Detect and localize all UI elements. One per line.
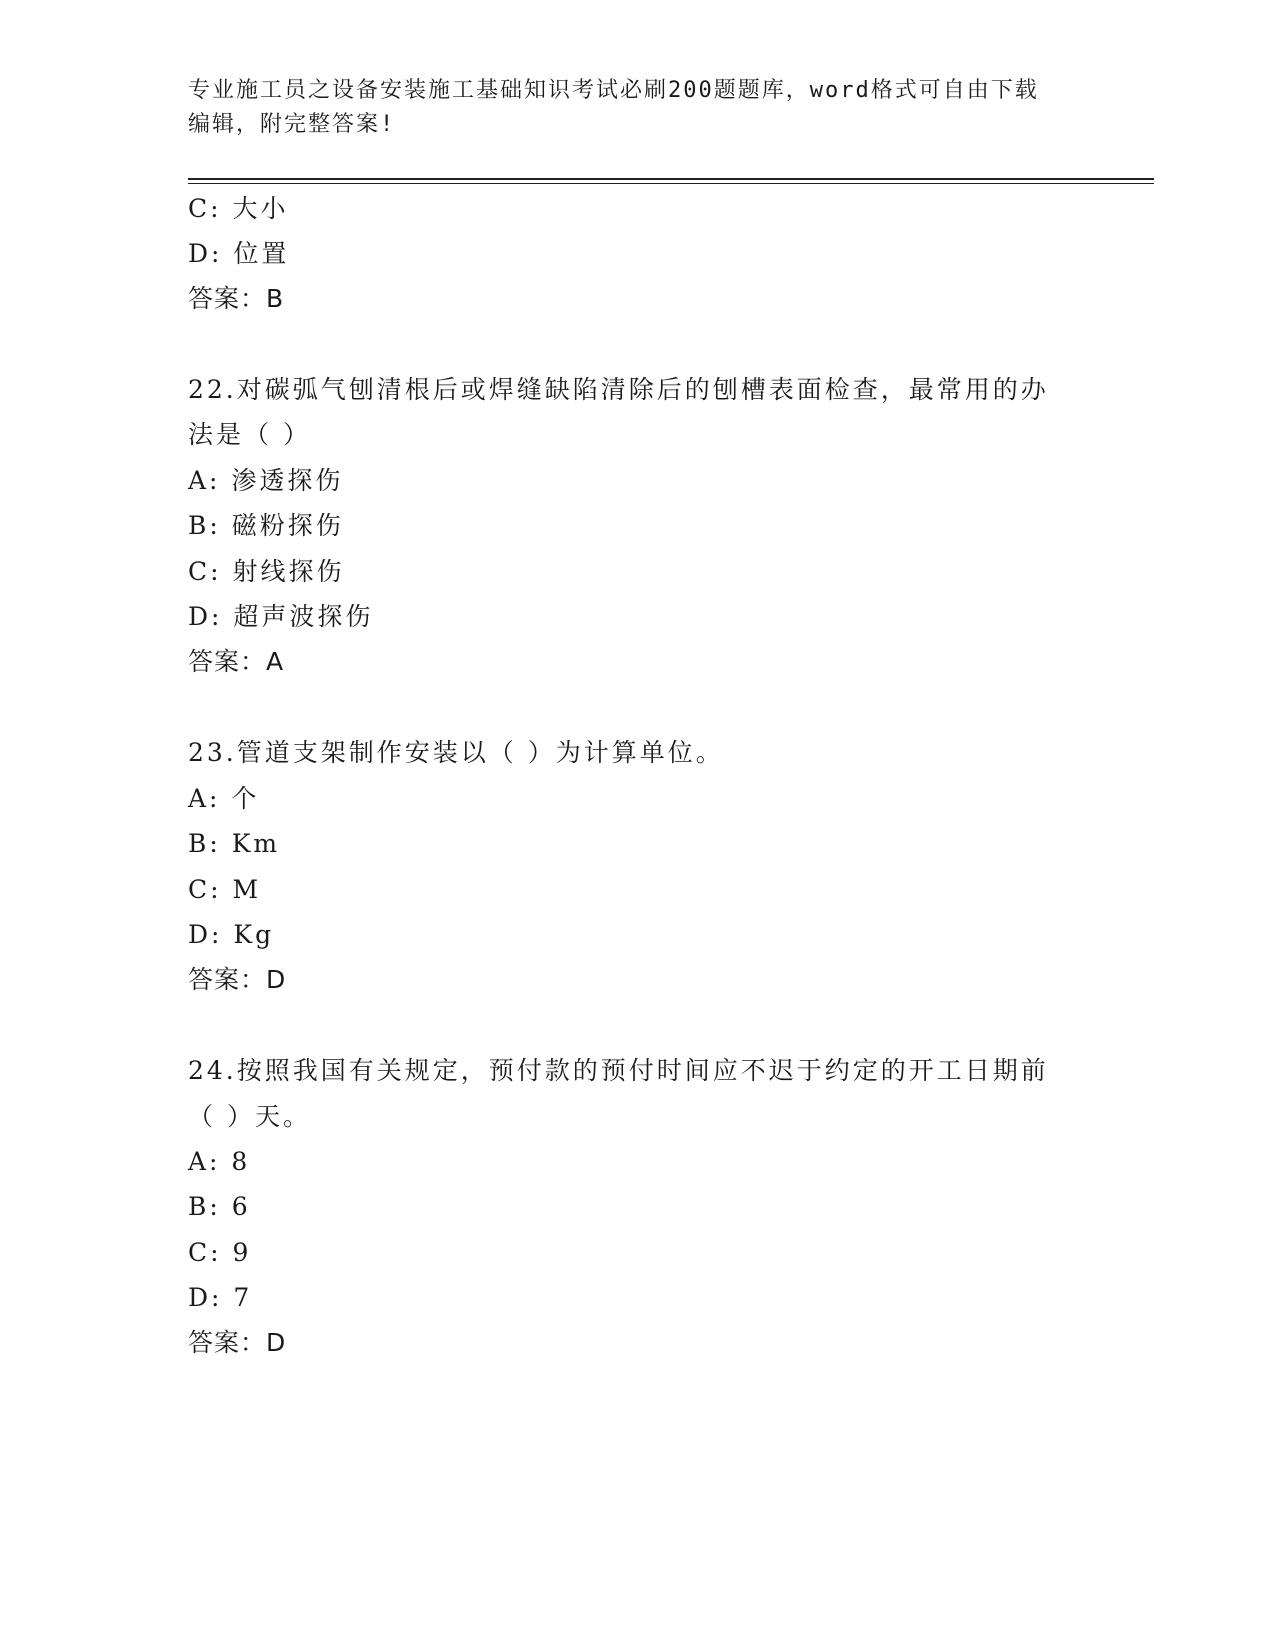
- q21-option-c: C: 大小: [188, 194, 289, 223]
- header-rule-thick: [188, 178, 1154, 180]
- header-rule-thin: [188, 183, 1154, 184]
- q22-option-c: C: 射线探伤: [188, 557, 345, 586]
- q24-stem-line-2: （ ）天。: [188, 1102, 311, 1131]
- q22-option-b: B: 磁粉探伤: [188, 511, 344, 540]
- header-line-1: 专业施工员之设备安装施工基础知识考试必刷200题题库，word格式可自由下载: [188, 78, 1039, 103]
- q23-option-c: C: M: [188, 875, 262, 904]
- q22-stem-line-2: 法是（ ）: [188, 420, 311, 449]
- q24-option-d: D: 7: [188, 1283, 253, 1312]
- q23-stem-line-1: 23.管道支架制作安装以（ ）为计算单位。: [188, 738, 724, 767]
- q24-stem-line-1: 24.按照我国有关规定，预付款的预付时间应不迟于约定的开工日期前: [188, 1056, 1049, 1085]
- q24-option-a: A: 8: [188, 1147, 251, 1176]
- q21-answer: 答案：B: [188, 284, 285, 313]
- q23-option-d: D: Kg: [188, 920, 275, 949]
- header-line-2: 编辑，附完整答案!: [188, 112, 396, 137]
- q21-option-d: D: 位置: [188, 239, 290, 268]
- q22-option-d: D: 超声波探伤: [188, 602, 374, 631]
- q23-option-b: B: Km: [188, 829, 281, 858]
- q24-answer: 答案：D: [188, 1328, 287, 1357]
- q22-stem-line-1: 22.对碳弧气刨清根后或焊缝缺陷清除后的刨槽表面检查，最常用的办: [188, 375, 1049, 404]
- q23-option-a: A: 个: [188, 784, 260, 813]
- q24-option-c: C: 9: [188, 1238, 252, 1267]
- q22-answer: 答案：A: [188, 647, 285, 676]
- q22-option-a: A: 渗透探伤: [188, 466, 344, 495]
- document-header: [188, 74, 1068, 142]
- q23-answer: 答案：D: [188, 965, 287, 994]
- q24-option-b: B: 6: [188, 1192, 251, 1221]
